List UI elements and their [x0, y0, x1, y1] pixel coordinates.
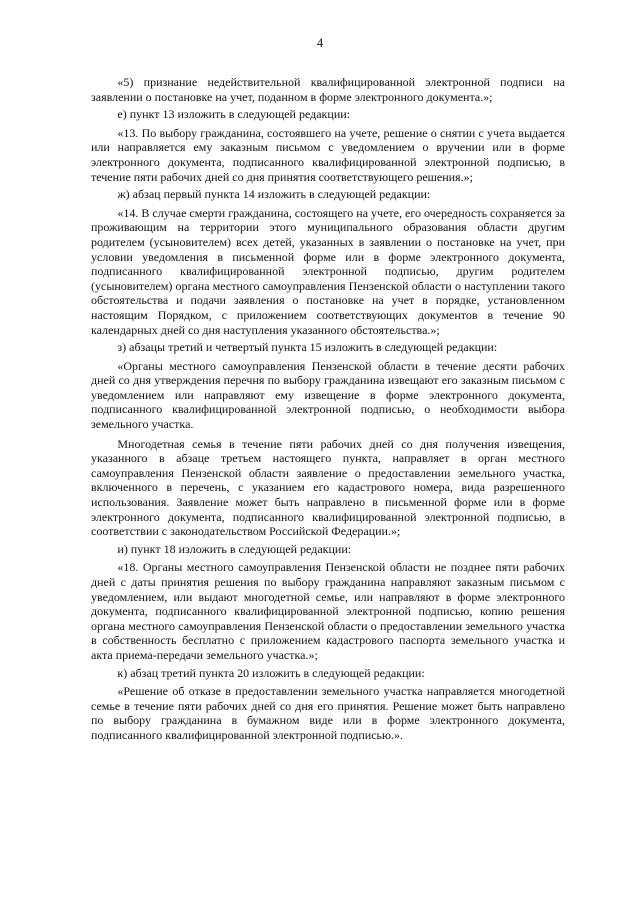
instruction-k: к) абзац третий пункта 20 изложить в следующей редакции: [117, 665, 425, 680]
instruction-zh: ж) абзац первый пункта 14 изложить в следующей редакции: [117, 187, 431, 202]
document-body [91, 75, 565, 745]
instruction-e: е) пункт 13 изложить в следующей редакции: [117, 107, 350, 122]
quote-item-15-para-3: «Органы местного самоуправления Пензенской области в течение десяти рабочих дней со дня утверждения перечня по выбору гражданина извещают его заказным письмом с уведомлением или направляют ему извещение в форме электронного документа, подписанного квалифицированной электронной подписью, о необходимости выбора земельного участка. [91, 358, 565, 432]
quote-item-20-para-3: «Решение об отказе в предоставлении земельного участка направляется многодетной семье в течение пяти рабочих дней со дня его принятия. Решение может быть направлено по выбору гражданина в бумажном виде или в форме электронного документа, подписанного квалифицированной электронной подписью.». [91, 684, 565, 742]
quote-item-15-para-4: Многодетная семья в течение пяти рабочих дней со дня получения извещения, указанного в абзаце третьем настоящего пункта, направляет в орган местного самоуправления Пензенской области заявление о предоставлении земельного участка, включенного в перечень, с указанием его кадастрового номера, вида разрешенного использования. Заявление может быть направлено в письменной форме или в форме электронного документа, подписанного квалифицированной электронной подписью, в соответствии с законодательством Российской Федерации.»; [91, 436, 565, 539]
quote-item-14: «14. В случае смерти гражданина, состоящего на учете, его очередность сохраняется за проживающим на территории этого муниципального образования области другим родителем (усыновителем) всех детей, указанных в заявлении о постановке на учет, при условии уведомления в письменной форме или в форме электронного документа, подписанного квалифицированной электронной подписью, другим родителем (усыновителем) органа местного самоуправления Пензенской области о наступлении такого обстоятельства и подачи заявления о постановке на учет в порядке, установленном настоящим Порядком, с приложением соответствующих документов в течение 90 календарных дней со дня наступления указанного обстоятельства.»; [91, 205, 565, 337]
quote-item-13: «13. По выбору гражданина, состоявшего на учете, решение о снятии с учета выдается или направляется ему заказным письмом с уведомлением о вручении или в форме электронного документа, подписанного квалифицированной электронной подписью, в течение пяти рабочих дней со дня принятия соответствующего решения.»; [91, 125, 565, 184]
page-number: 4 [316, 36, 324, 50]
quote-item-18: «18. Органы местного самоуправления Пензенской области не позднее пяти рабочих дней с даты принятия решения по выбору гражданина направляют заказным письмом с уведомлением, или выдают многодетной семье, или направляют в форме электронного документа, подписанного квалифицированной электронной подписью, копию решения органа местного самоуправления Пензенской области о предоставлении земельного участка в собственность бесплатно с приложением кадастрового паспорта земельного участка и акта приема-передачи земельного участка.»; [91, 560, 565, 662]
quote-item-5: «5) признание недействительной квалифицированной электронной подписи на заявлении о постановке на учет, поданном в форме электронного документа.»; [91, 75, 565, 104]
instruction-i: и) пункт 18 изложить в следующей редакции: [117, 541, 352, 556]
instruction-z: з) абзацы третий и четвертый пункта 15 изложить в следующей редакции: [117, 340, 498, 355]
